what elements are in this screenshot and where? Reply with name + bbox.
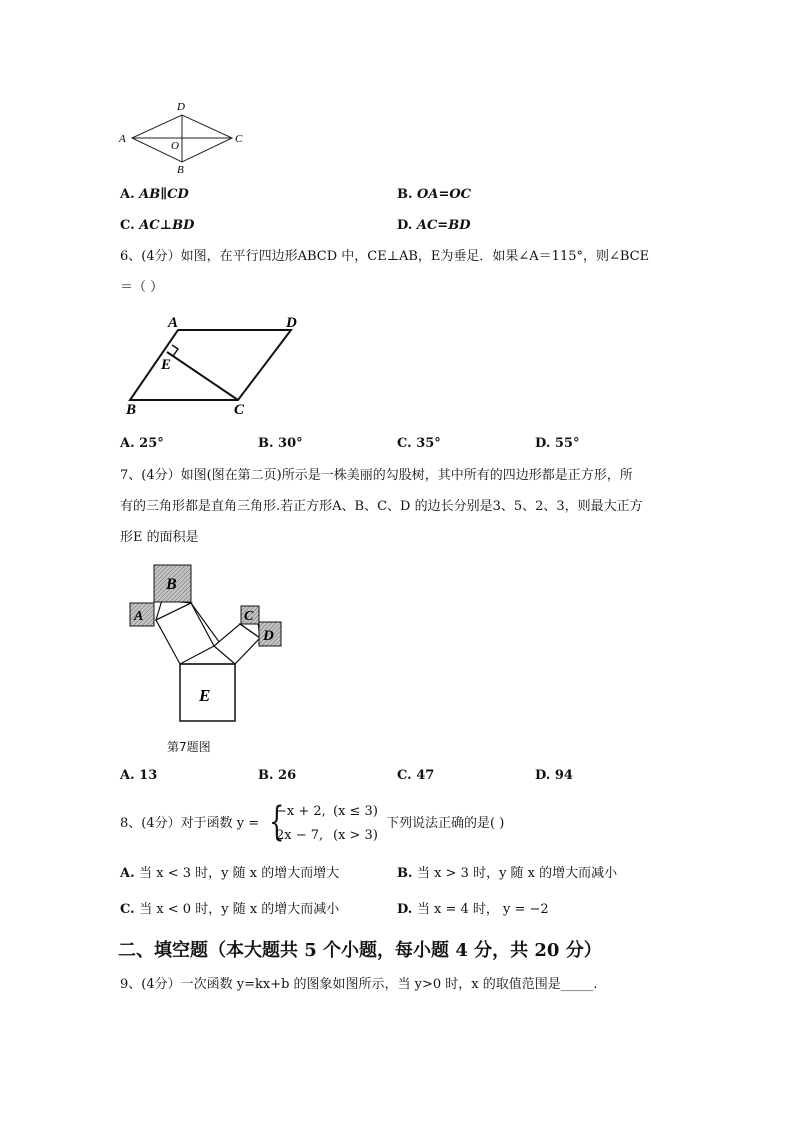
q6-option-d[interactable] bbox=[535, 436, 579, 451]
label-d: D bbox=[177, 101, 185, 113]
label-d: D bbox=[263, 628, 274, 644]
q7-question-line2: 有的三角形都是直角三角形.若正方形A、B、C、D 的边长分别是3、5、2、3，则最大正方 bbox=[120, 499, 643, 514]
q8-option-b[interactable] bbox=[397, 862, 617, 881]
option-text: 13 bbox=[139, 768, 158, 783]
q9-answer-blank[interactable]: _____ bbox=[560, 977, 594, 992]
option-text: 94 bbox=[554, 768, 573, 783]
option-text: AC=BD bbox=[416, 218, 471, 233]
q8-case2-expr: 2x − 7, bbox=[276, 828, 324, 843]
option-text: AB∥CD bbox=[139, 187, 189, 202]
q9-end: . bbox=[593, 977, 598, 992]
label-b: B bbox=[126, 402, 137, 418]
q8-case1-expr: −x + 2, bbox=[276, 804, 326, 819]
q6-option-a[interactable] bbox=[120, 436, 164, 451]
q6-question-line1: 6、(4分）如图，在平行四边形ABCD 中，CE⊥AB，E为垂足．如果∠A＝115°，则∠BCE bbox=[120, 249, 650, 264]
option-letter: A. bbox=[120, 436, 135, 451]
option-letter: B. bbox=[258, 768, 274, 783]
label-e: E bbox=[161, 357, 172, 373]
q8-prefix: 8、(4分）对于函数 y = bbox=[120, 816, 260, 831]
q5-option-d[interactable] bbox=[397, 218, 470, 233]
option-letter: B. bbox=[397, 866, 413, 881]
q7-question-line3: 形E 的面积是 bbox=[120, 530, 199, 545]
segment-ce bbox=[167, 352, 238, 400]
option-letter: D. bbox=[397, 902, 413, 917]
label-a: A bbox=[134, 609, 144, 624]
q5-option-c[interactable] bbox=[120, 218, 194, 233]
option-letter: B. bbox=[258, 436, 274, 451]
q9-question bbox=[120, 975, 597, 995]
option-text: 47 bbox=[416, 768, 435, 783]
label-c: C bbox=[234, 402, 245, 418]
q7-option-c[interactable] bbox=[397, 768, 434, 783]
option-letter: C. bbox=[120, 218, 135, 233]
option-letter: C. bbox=[397, 436, 412, 451]
option-text: 30° bbox=[278, 436, 303, 451]
label-a: A bbox=[119, 133, 126, 145]
option-text: 当 x < 3 时，y 随 x 的增大而增大 bbox=[139, 866, 340, 881]
label-b: B bbox=[166, 576, 177, 593]
option-letter: C. bbox=[397, 768, 412, 783]
option-text: 当 x < 0 时，y 随 x 的增大而减小 bbox=[139, 902, 340, 917]
option-text: 26 bbox=[278, 768, 297, 783]
label-o: O bbox=[171, 140, 179, 152]
option-text: OA=OC bbox=[417, 187, 472, 202]
option-letter: D. bbox=[535, 436, 551, 451]
q6-option-c[interactable] bbox=[397, 436, 441, 451]
q6-parallelogram-figure bbox=[118, 310, 318, 420]
option-letter: A. bbox=[120, 187, 135, 202]
q8-option-d[interactable] bbox=[397, 898, 549, 917]
q8-option-a[interactable] bbox=[120, 862, 339, 881]
label-d: D bbox=[286, 315, 297, 331]
right-angle-mark bbox=[172, 345, 178, 356]
right-square bbox=[214, 624, 260, 664]
option-letter: A. bbox=[120, 768, 135, 783]
q5-rhombus-figure bbox=[110, 96, 260, 176]
parallelogram-outline bbox=[130, 330, 291, 400]
label-c: C bbox=[235, 133, 243, 145]
q6-option-b[interactable] bbox=[258, 436, 303, 451]
q7-figure-caption: 第7题图 bbox=[167, 740, 211, 754]
q7-option-b[interactable] bbox=[258, 768, 296, 783]
q7-option-d[interactable] bbox=[535, 768, 573, 783]
option-text: 当 x > 3 时，y 随 x 的增大而减小 bbox=[417, 866, 618, 881]
label-b: B bbox=[177, 164, 184, 176]
option-letter: B. bbox=[397, 187, 413, 202]
option-letter: A. bbox=[120, 866, 135, 881]
section-2-title: 二、填空题（本大题共 5 个小题，每小题 4 分，共 20 分） bbox=[118, 940, 602, 961]
q7-question-line1: 7、(4分）如图(图在第二页)所示是一株美丽的勾股树，其中所有的四边形都是正方形，所 bbox=[120, 468, 633, 483]
q8-option-c[interactable] bbox=[120, 898, 339, 917]
option-text: AC⊥BD bbox=[139, 218, 195, 233]
option-text: 当 x = 4 时， y = −2 bbox=[416, 902, 549, 917]
q7-pythagoras-tree-figure bbox=[120, 558, 300, 728]
q8-piecewise-brace: { bbox=[269, 799, 285, 845]
option-letter: D. bbox=[535, 768, 551, 783]
option-letter: D. bbox=[397, 218, 413, 233]
option-letter: C. bbox=[120, 902, 135, 917]
q6-question-line2: ＝（ ） bbox=[120, 280, 164, 295]
q5-option-a[interactable] bbox=[120, 187, 189, 202]
q9-text: 9、(4分）一次函数 y=kx+b 的图象如图所示，当 y>0 时，x 的取值范围是 bbox=[120, 977, 561, 992]
label-c: C bbox=[244, 609, 254, 624]
label-a: A bbox=[168, 315, 179, 331]
q8-case1-cond: (x ≤ 3) bbox=[333, 804, 378, 819]
q7-option-a[interactable] bbox=[120, 768, 157, 783]
option-text: 25° bbox=[139, 436, 164, 451]
left-square bbox=[156, 603, 214, 664]
q5-option-b[interactable] bbox=[397, 187, 471, 202]
q8-suffix: 下列说法正确的是( ) bbox=[386, 816, 505, 831]
option-text: 35° bbox=[416, 436, 441, 451]
option-text: 55° bbox=[554, 436, 580, 451]
label-e: E bbox=[199, 686, 211, 705]
q8-case2-cond: (x > 3) bbox=[333, 828, 378, 843]
